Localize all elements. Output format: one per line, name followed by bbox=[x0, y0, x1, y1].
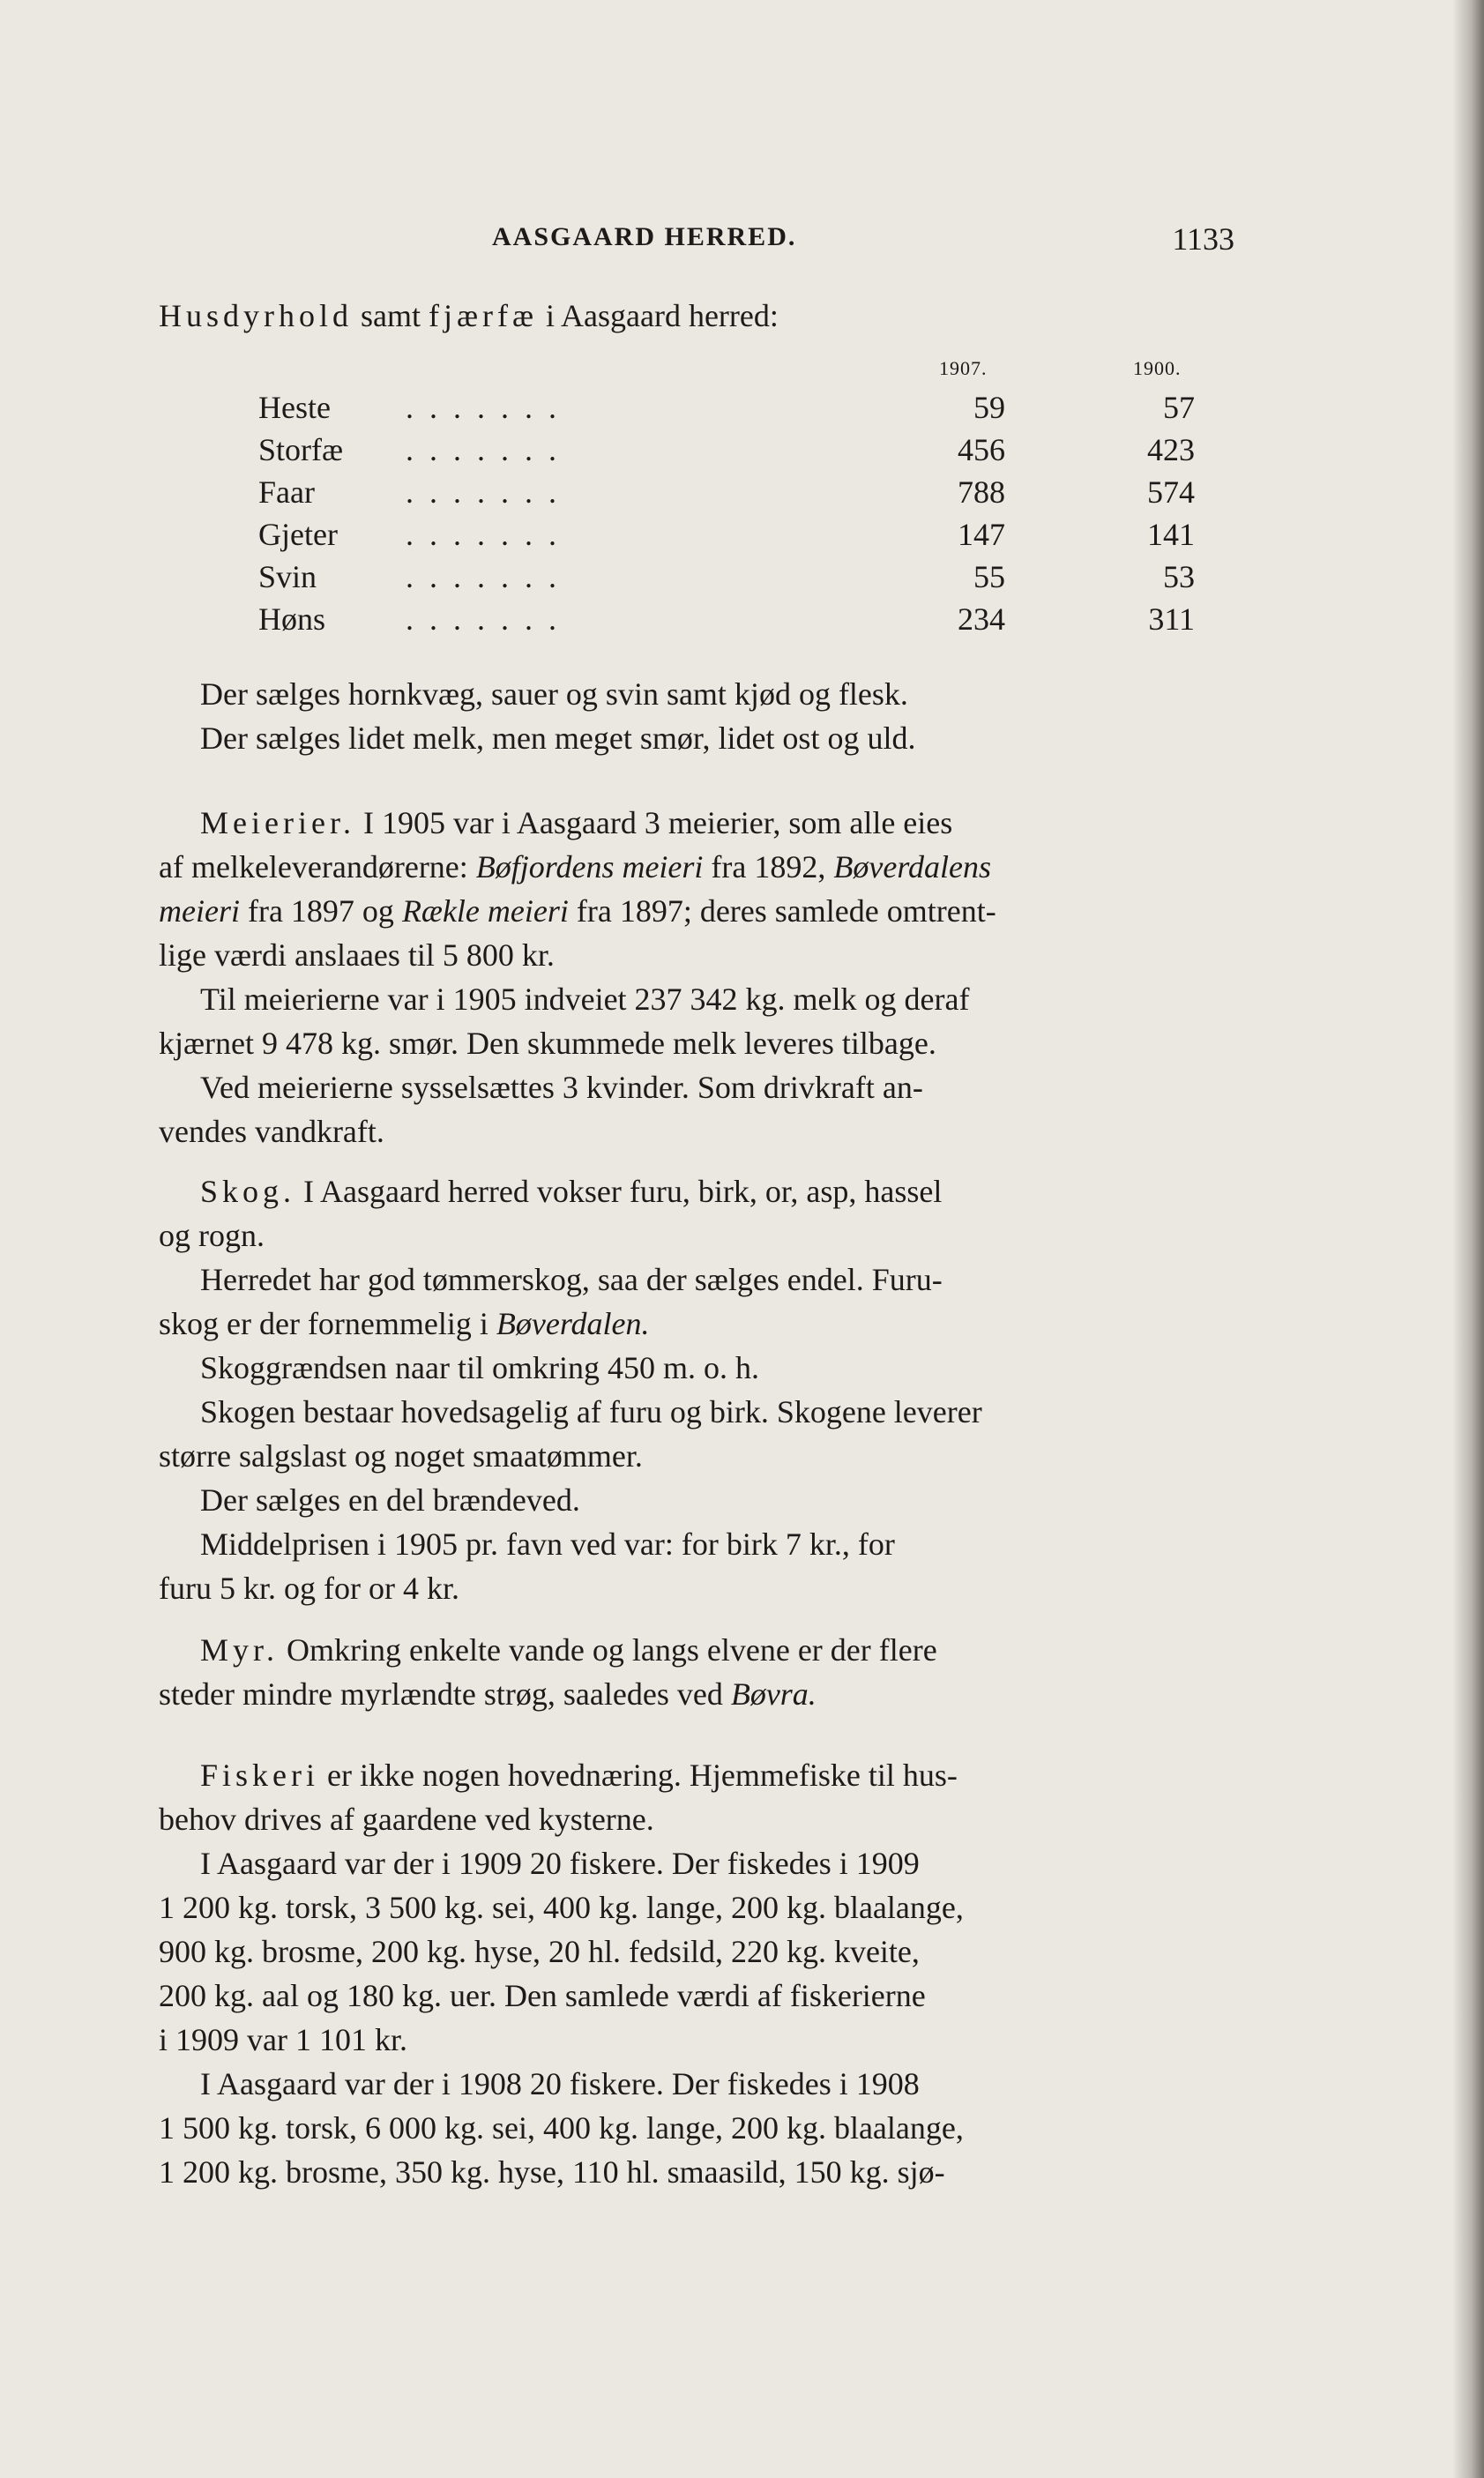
text-line: I Aasgaard var der i 1909 20 fiskere. Der fiskedes i 1909 bbox=[200, 1846, 920, 1881]
text-line: 1 200 kg. brosme, 350 kg. hyse, 110 hl. smaasild, 150 kg. sjø- bbox=[159, 2154, 945, 2190]
text-line bbox=[159, 1302, 1226, 1346]
place-name: Rækle meieri bbox=[401, 893, 569, 929]
value-1907: 55 bbox=[973, 559, 1005, 594]
text-line bbox=[159, 801, 1226, 845]
value-1907: 59 bbox=[973, 390, 1005, 425]
section-heading: Fiskeri bbox=[200, 1758, 320, 1793]
row-label: Heste bbox=[258, 390, 331, 425]
table-row bbox=[159, 558, 1195, 601]
section-myr bbox=[159, 1628, 1226, 1716]
place-name: Bøvra. bbox=[730, 1676, 817, 1712]
caption-tail: i Aasgaard herred: bbox=[546, 298, 779, 333]
text-line: 1 200 kg. torsk, 3 500 kg. sei, 400 kg. lange, 200 kg. blaalange, bbox=[159, 1890, 964, 1925]
text-span: I Aasgaard herred vokser furu, birk, or, asp, hassel bbox=[303, 1174, 943, 1209]
text-span: fra 1892, bbox=[703, 849, 834, 884]
text-line: furu 5 kr. og for or 4 kr. bbox=[159, 1571, 459, 1606]
section-fiskeri bbox=[159, 1753, 1226, 2194]
section-meierier bbox=[159, 801, 1226, 1153]
text-line: Der sælges hornkvæg, sauer og svin samt kjød og flesk. bbox=[200, 676, 908, 712]
section-skog bbox=[159, 1169, 1226, 1610]
text-line: og rogn. bbox=[159, 1218, 265, 1253]
text-line bbox=[159, 845, 1226, 889]
text-line: større salgslast og noget smaatømmer. bbox=[159, 1438, 643, 1474]
caption-word: samt bbox=[361, 298, 421, 333]
place-name: Bøverdalens bbox=[833, 849, 992, 884]
page-number: 1133 bbox=[1172, 221, 1234, 257]
table-row bbox=[159, 389, 1195, 431]
text-line: 900 kg. brosme, 200 kg. hyse, 20 hl. fedsild, 220 kg. kveite, bbox=[159, 1934, 920, 1969]
table-row bbox=[159, 431, 1195, 474]
table-caption bbox=[159, 294, 1226, 338]
text-span: skog er der fornemmelig i bbox=[159, 1306, 496, 1341]
text-line: behov drives af gaardene ved kysterne. bbox=[159, 1802, 654, 1837]
table-row bbox=[159, 516, 1195, 558]
value-1900: 53 bbox=[1163, 559, 1195, 594]
row-label: Faar bbox=[258, 474, 315, 510]
row-label: Høns bbox=[258, 601, 326, 637]
text-line bbox=[159, 1753, 1226, 1797]
text-line: 1 500 kg. torsk, 6 000 kg. sei, 400 kg. lange, 200 kg. blaalange, bbox=[159, 2110, 964, 2146]
section-heading: Skog. bbox=[200, 1174, 296, 1209]
year-header-1907: 1907. bbox=[939, 357, 988, 379]
text-span: I 1905 var i Aasgaard 3 meierier, som alle eies bbox=[362, 805, 953, 840]
text-line: lige værdi anslaaes til 5 800 kr. bbox=[159, 937, 555, 973]
section-heading: Meierier. bbox=[200, 805, 355, 840]
page-header bbox=[159, 222, 1234, 258]
table-row bbox=[159, 601, 1195, 643]
text-line bbox=[159, 889, 1226, 933]
caption-spaced-1: Husdyrhold bbox=[159, 298, 353, 333]
text-line: Skogen bestaar hovedsagelig af furu og birk. Skogene leverer bbox=[200, 1394, 982, 1429]
text-line bbox=[159, 1169, 1226, 1213]
text-line bbox=[159, 1672, 1226, 1716]
text-line: Skoggrændsen naar til omkring 450 m. o. h. bbox=[200, 1350, 759, 1385]
text-span: er ikke nogen hovednæring. Hjemmefiske til hus- bbox=[327, 1758, 958, 1793]
text-line: Til meierierne var i 1905 indveiet 237 342 kg. melk og deraf bbox=[200, 981, 970, 1017]
value-1907: 456 bbox=[958, 432, 1005, 467]
value-1900: 57 bbox=[1163, 390, 1195, 425]
row-leader-dots: ....... bbox=[406, 474, 572, 510]
text-line: Middelprisen i 1905 pr. favn ved var: for birk 7 kr., for bbox=[200, 1526, 895, 1562]
place-name: Bøverdalen. bbox=[496, 1306, 650, 1341]
text-span: steder mindre myrlændte strøg, saaledes ved bbox=[159, 1676, 731, 1712]
row-leader-dots: ....... bbox=[406, 432, 572, 467]
page-edge-shadow bbox=[1452, 0, 1484, 2478]
value-1900: 574 bbox=[1147, 474, 1195, 510]
text-line: Der sælges lidet melk, men meget smør, lidet ost og uld. bbox=[200, 720, 916, 756]
value-1907: 234 bbox=[958, 601, 1005, 637]
year-header-1900: 1900. bbox=[1133, 357, 1182, 379]
text-span: fra 1897; deres samlede omtrent- bbox=[568, 893, 996, 929]
caption-spaced-2: fjærfæ bbox=[429, 298, 538, 333]
place-name: Bøfjordens meieri bbox=[475, 849, 704, 884]
value-1900: 423 bbox=[1147, 432, 1195, 467]
place-name: meieri bbox=[159, 893, 240, 929]
text-line: Ved meierierne sysselsættes 3 kvinder. Som drivkraft an- bbox=[200, 1070, 923, 1105]
text-line: kjærnet 9 478 kg. smør. Den skummede melk leveres tilbage. bbox=[159, 1026, 936, 1061]
text-line: vendes vandkraft. bbox=[159, 1114, 384, 1149]
text-span: fra 1897 og bbox=[239, 893, 402, 929]
row-leader-dots: ....... bbox=[406, 517, 572, 552]
row-label: Gjeter bbox=[258, 517, 338, 552]
table-row bbox=[159, 474, 1195, 516]
text-line bbox=[159, 1628, 1226, 1672]
row-label: Svin bbox=[258, 559, 317, 594]
row-leader-dots: ....... bbox=[406, 601, 572, 637]
value-1907: 147 bbox=[958, 517, 1005, 552]
text-line: 200 kg. aal og 180 kg. uer. Den samlede værdi af fiskerierne bbox=[159, 1978, 926, 2013]
section-heading: Myr. bbox=[200, 1632, 280, 1668]
row-leader-dots: ....... bbox=[406, 559, 572, 594]
text-line: Herredet har god tømmerskog, saa der sælges endel. Furu- bbox=[200, 1262, 943, 1297]
value-1900: 141 bbox=[1147, 517, 1195, 552]
text-span: Omkring enkelte vande og langs elvene er der flere bbox=[287, 1632, 937, 1668]
text-line: Der sælges en del brændeved. bbox=[200, 1482, 580, 1518]
text-span: af melkeleverandørerne: bbox=[159, 849, 476, 884]
value-1907: 788 bbox=[958, 474, 1005, 510]
value-1900: 311 bbox=[1148, 601, 1195, 637]
sales-paragraph bbox=[159, 672, 1226, 760]
row-leader-dots: ....... bbox=[406, 390, 572, 425]
running-title: AASGAARD HERRED. bbox=[492, 222, 797, 251]
text-line: I Aasgaard var der i 1908 20 fiskere. Der fiskedes i 1908 bbox=[200, 2066, 920, 2101]
row-label: Storfæ bbox=[258, 432, 344, 467]
text-line: i 1909 var 1 101 kr. bbox=[159, 2022, 407, 2057]
